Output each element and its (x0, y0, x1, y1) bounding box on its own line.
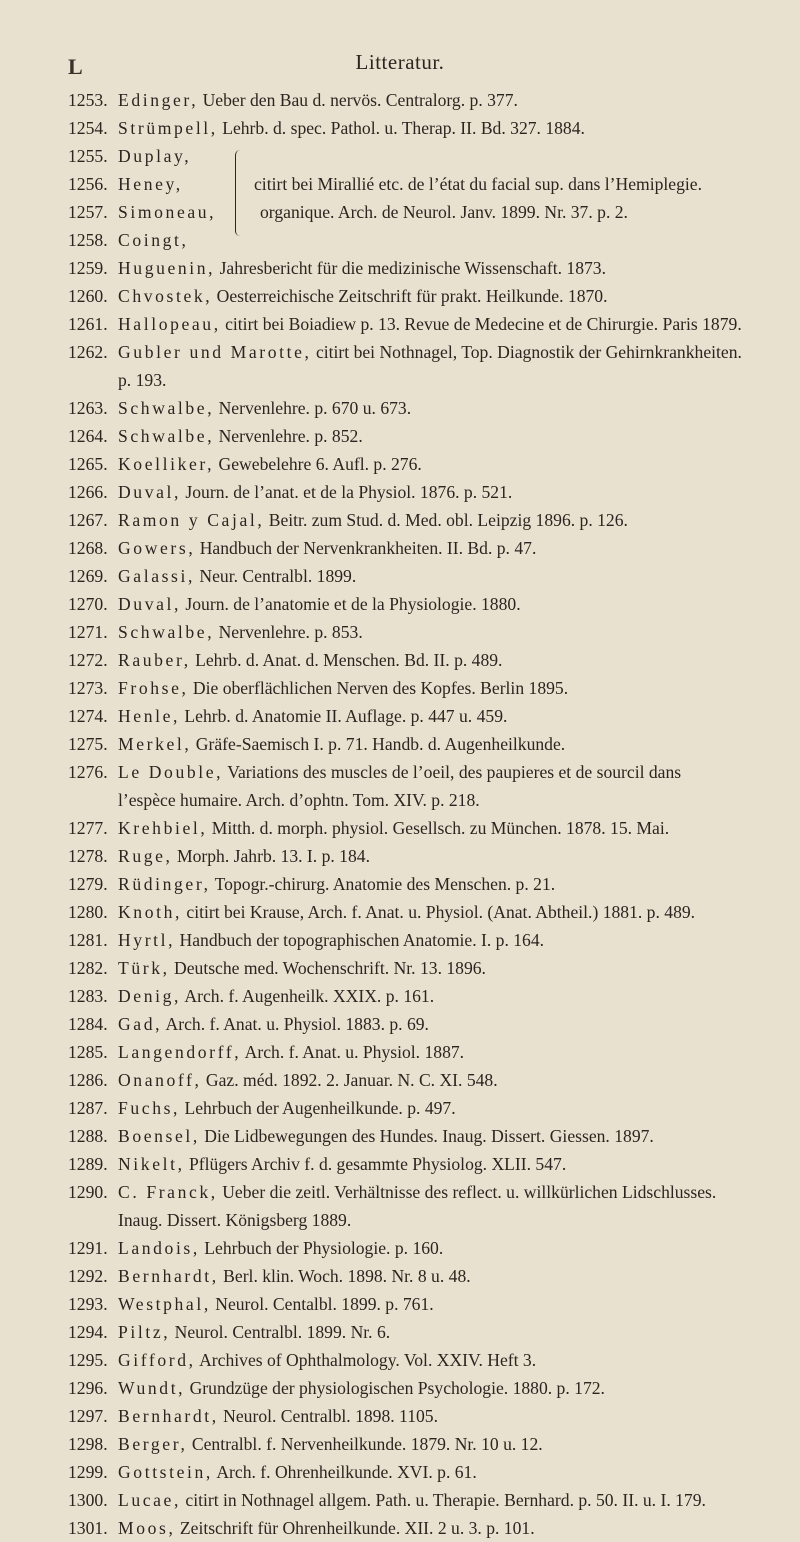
entry-number: 1287. (68, 1098, 108, 1118)
entry-number: 1271. (68, 622, 108, 642)
entry-reference: Neur. Centralbl. 1899. (195, 566, 357, 586)
entry-text (118, 1122, 800, 1150)
entry-author: Denig, (118, 986, 181, 1006)
bibliography-entry (0, 1346, 800, 1374)
bibliography-entry (0, 1262, 800, 1290)
entry-text (118, 1514, 800, 1542)
entry-reference: Centralbl. f. Nervenheilkunde. 1879. Nr. 10 u. 12. (187, 1434, 543, 1454)
entry-reference: Neurol. Centalbl. 1899. p. 761. (210, 1294, 434, 1314)
entry-reference: Arch. f. Ohrenheilkunde. XVI. p. 61. (212, 1462, 477, 1482)
bibliography-entry (0, 926, 800, 954)
entry-reference: citirt bei Nothnagel, Top. Diagnostik der Gehirnkrankheiten. (311, 342, 742, 362)
bibliography-entry (0, 786, 800, 814)
entry-author: Coingt, (118, 230, 189, 250)
entry-text (118, 1458, 800, 1486)
entry-number: 1259. (68, 258, 108, 278)
bibliography-entry (0, 1374, 800, 1402)
entry-author: Schwalbe, (118, 426, 215, 446)
entry-author: Gowers, (118, 538, 196, 558)
entry-text (118, 114, 800, 142)
entry-number: 1289. (68, 1154, 108, 1174)
bibliography-entry (0, 226, 240, 254)
entry-text (118, 1318, 800, 1346)
bibliography-entry (0, 1458, 800, 1486)
entry-text (118, 898, 800, 926)
entry-reference: Morph. Jahrb. 13. I. p. 184. (172, 846, 370, 866)
entry-reference: Lehrb. d. Anatomie II. Auflage. p. 447 u. 459. (180, 706, 508, 726)
bibliography-entry (0, 758, 800, 786)
entry-text (118, 646, 800, 674)
entry-number: 1257. (68, 202, 108, 222)
entry-number (0, 366, 118, 394)
entry-author: Schwalbe, (118, 622, 215, 642)
entry-number (0, 1206, 118, 1234)
entry-author: Lucae, (118, 1490, 181, 1510)
entry-author: Westphal, (118, 1294, 211, 1314)
entry-author: Fuchs, (118, 1098, 181, 1118)
entry-author: Gubler und Marotte, (118, 342, 312, 362)
bibliography-entry (0, 870, 800, 898)
entry-number: 1276. (68, 762, 108, 782)
entry-reference: Handbuch der topographischen Anatomie. I. p. 164. (175, 930, 545, 950)
entry-author: Frohse, (118, 678, 189, 698)
entry-number: 1265. (68, 454, 108, 474)
entry-author: Koelliker, (118, 454, 215, 474)
bibliography-entry (0, 142, 240, 170)
entry-text (118, 450, 800, 478)
running-head: Litteratur. (355, 50, 445, 74)
entry-number: 1284. (68, 1014, 108, 1034)
entry-author: Wundt, (118, 1378, 186, 1398)
entry-reference: Beitr. zum Stud. d. Med. obl. Leipzig 1896. p. 126. (264, 510, 628, 530)
entry-number: 1291. (68, 1238, 108, 1258)
group-ref-line1: citirt bei Mirallié etc. de l’état du facial sup. dans l’Hemiplegie. (254, 174, 702, 194)
entry-number: 1255. (68, 146, 108, 166)
bibliography-entry (0, 1206, 800, 1234)
entry-number: 1298. (68, 1434, 108, 1454)
entry-author: Schwalbe, (118, 398, 215, 418)
entry-reference: Ueber den Bau d. nervös. Centralorg. p. 377. (198, 90, 518, 110)
entry-author: Rauber, (118, 650, 191, 670)
entry-number: 1301. (68, 1518, 108, 1538)
entry-author: Le Double, (118, 762, 224, 782)
entry-text (118, 1402, 800, 1430)
bibliography-entry (0, 562, 800, 590)
entry-reference: Topogr.-chirurg. Anatomie des Menschen. p. 21. (210, 874, 556, 894)
entry-number: 1273. (68, 678, 108, 698)
bibliography-entry (0, 954, 800, 982)
entry-author: Gottstein, (118, 1462, 213, 1482)
page-signature-letter: L (68, 54, 83, 79)
entry-text (118, 954, 800, 982)
entry-text (118, 786, 800, 814)
entry-text (118, 674, 800, 702)
entry-reference: Lehrbuch der Physiologie. p. 160. (199, 1238, 444, 1258)
entry-author: Duval, (118, 482, 181, 502)
entry-text (118, 338, 800, 366)
entry-author: Bernhardt, (118, 1266, 219, 1286)
entry-author: Krehbiel, (118, 818, 208, 838)
entry-text (118, 590, 800, 618)
entry-author: Bernhardt, (118, 1406, 219, 1426)
entry-reference: Grundzüge der physiologischen Psychologie. 1880. p. 172. (185, 1378, 605, 1398)
entry-text (118, 702, 800, 730)
entry-reference: Journ. de l’anat. et de la Physiol. 1876. p. 521. (181, 482, 513, 502)
entry-number: 1254. (68, 118, 108, 138)
entry-number: 1292. (68, 1266, 108, 1286)
entry-author: Moos, (118, 1518, 176, 1538)
entry-text (118, 814, 800, 842)
entry-text (118, 1430, 800, 1458)
bibliography-entry (0, 1066, 800, 1094)
entry-author: C. Franck, (118, 1182, 218, 1202)
entries-after (0, 254, 800, 1542)
entry-text (118, 870, 800, 898)
bibliography-entry (0, 1430, 800, 1458)
entry-author: Onanoff, (118, 1070, 202, 1090)
entry-text (118, 758, 800, 786)
entry-reference: Ueber die zeitl. Verhältnisse des reflect. u. willkürlichen Lidschlusses. (217, 1182, 717, 1202)
entry-reference: Die Lidbewegungen des Hundes. Inaug. Dissert. Giessen. 1897. (199, 1126, 654, 1146)
entry-text (118, 394, 800, 422)
bibliography-entry (0, 310, 800, 338)
entry-text (118, 534, 800, 562)
entry-reference: Nervenlehre. p. 853. (214, 622, 363, 642)
entry-text (118, 1374, 800, 1402)
entry-author: Gad, (118, 1014, 163, 1034)
entry-text (118, 926, 800, 954)
entry-number: 1285. (68, 1042, 108, 1062)
entry-number: 1280. (68, 902, 108, 922)
entry-number: 1268. (68, 538, 108, 558)
bibliography-entry (0, 338, 800, 366)
bibliography-entry (0, 674, 800, 702)
entry-number: 1266. (68, 482, 108, 502)
entry-author: Rüdinger, (118, 874, 211, 894)
group-names (0, 142, 240, 254)
entry-reference: l’espèce humaire. Arch. d’ophtn. Tom. XIV. p. 218. (118, 790, 480, 810)
entry-reference: Lehrbuch der Augenheilkunde. p. 497. (180, 1098, 456, 1118)
bibliography-entry (0, 534, 800, 562)
entry-reference: Nervenlehre. p. 852. (214, 426, 363, 446)
entry-reference: Gewebelehre 6. Aufl. p. 276. (214, 454, 422, 474)
entry-author: Nikelt, (118, 1154, 185, 1174)
entry-number: 1253. (68, 90, 108, 110)
entry-number: 1286. (68, 1070, 108, 1090)
bibliography-entry (0, 646, 800, 674)
entry-reference: Lehrb. d. Anat. d. Menschen. Bd. II. p. 489. (190, 650, 503, 670)
bibliography-entry (0, 114, 800, 142)
entry-text (118, 1206, 800, 1234)
bibliography-entry (0, 422, 800, 450)
entry-author: Henle, (118, 706, 181, 726)
entry-number: 1263. (68, 398, 108, 418)
entry-author: Piltz, (118, 1322, 171, 1342)
bibliography-entry (0, 1122, 800, 1150)
entry-number (0, 786, 118, 814)
entry-number: 1264. (68, 426, 108, 446)
entry-number: 1288. (68, 1126, 108, 1146)
entry-author: Galassi, (118, 566, 195, 586)
entry-author: Ruge, (118, 846, 173, 866)
bibliography-entry (0, 842, 800, 870)
bibliography-entry (0, 366, 800, 394)
entry-author: Langendorff, (118, 1042, 242, 1062)
entry-author: Türk, (118, 958, 170, 978)
entry-text (118, 842, 800, 870)
citation-group (0, 142, 800, 254)
group-reference (254, 170, 702, 226)
entry-text (118, 618, 800, 646)
entry-reference: citirt bei Krause, Arch. f. Anat. u. Physiol. (Anat. Abtheil.) 1881. p. 489. (181, 902, 696, 922)
bibliography-entry (0, 198, 240, 226)
bibliography-entry (0, 282, 800, 310)
group-ref-line2: organique. Arch. de Neurol. Janv. 1899. Nr. 37. p. 2. (260, 202, 628, 222)
entry-text (118, 1234, 800, 1262)
entry-number: 1299. (68, 1462, 108, 1482)
entry-text (118, 1486, 800, 1514)
entry-number: 1256. (68, 174, 108, 194)
entry-reference: Zeitschrift für Ohrenheilkunde. XII. 2 u. 3. p. 101. (175, 1518, 535, 1538)
entry-number: 1269. (68, 566, 108, 586)
entry-number: 1275. (68, 734, 108, 754)
bibliography-entry (0, 1094, 800, 1122)
entry-reference: Neurol. Centralbl. 1899. Nr. 6. (170, 1322, 391, 1342)
bibliography-entry (0, 982, 800, 1010)
entry-number: 1267. (68, 510, 108, 530)
bibliography-entry (0, 450, 800, 478)
entry-author: Landois, (118, 1238, 200, 1258)
entry-number: 1277. (68, 818, 108, 838)
entry-text (118, 1038, 800, 1066)
bibliography-entry (0, 254, 800, 282)
entry-reference: Inaug. Dissert. Königsberg 1889. (118, 1210, 352, 1230)
entry-number: 1297. (68, 1406, 108, 1426)
entry-number: 1279. (68, 874, 108, 894)
entry-number: 1274. (68, 706, 108, 726)
bibliography-entry (0, 1318, 800, 1346)
entry-text (118, 1066, 800, 1094)
bibliography-entry (0, 478, 800, 506)
bibliography-entry (0, 1234, 800, 1262)
entry-number: 1281. (68, 930, 108, 950)
entry-reference: Arch. f. Augenheilk. XXIX. p. 161. (181, 986, 435, 1006)
entry-reference: Mitth. d. morph. physiol. Gesellsch. zu München. 1878. 15. Mai. (207, 818, 670, 838)
entry-text (118, 366, 800, 394)
entry-reference: Jahresbericht für die medizinische Wissenschaft. 1873. (215, 258, 606, 278)
entry-reference: Gaz. méd. 1892. 2. Januar. N. C. XI. 548. (201, 1070, 498, 1090)
entry-number: 1293. (68, 1294, 108, 1314)
bibliography-entry (0, 86, 800, 114)
entry-reference: p. 193. (118, 370, 167, 390)
entry-text (118, 1346, 800, 1374)
entry-number: 1261. (68, 314, 108, 334)
entry-text (118, 422, 800, 450)
entry-number: 1270. (68, 594, 108, 614)
entry-author: Gifford, (118, 1350, 196, 1370)
bibliography-entry (0, 1514, 800, 1542)
entry-text (118, 478, 800, 506)
entry-reference: Oesterreichische Zeitschrift für prakt. Heilkunde. 1870. (212, 286, 608, 306)
entry-author: Ramon y Cajal, (118, 510, 265, 530)
bibliography-entry (0, 814, 800, 842)
entry-reference: Handbuch der Nervenkrankheiten. II. Bd. p. 47. (195, 538, 537, 558)
entry-text (118, 506, 800, 534)
bibliography-entry (0, 702, 800, 730)
entry-author: Simoneau, (118, 202, 217, 222)
bibliography-entry (0, 1178, 800, 1206)
entry-text (118, 310, 800, 338)
entry-reference: Journ. de l’anatomie et de la Physiologie. 1880. (181, 594, 521, 614)
entry-author: Merkel, (118, 734, 192, 754)
bibliography-entry (0, 394, 800, 422)
entry-author: Chvostek, (118, 286, 213, 306)
entry-reference: Variations des muscles de l’oeil, des paupieres et de sourcil dans (223, 762, 682, 782)
entry-number: 1295. (68, 1350, 108, 1370)
entry-author: Berger, (118, 1434, 188, 1454)
entry-reference: Gräfe-Saemisch I. p. 71. Handb. d. Augenheilkunde. (191, 734, 566, 754)
entry-reference: Deutsche med. Wochenschrift. Nr. 13. 1896. (169, 958, 486, 978)
entry-author: Hallopeau, (118, 314, 221, 334)
entry-author: Huguenin, (118, 258, 216, 278)
entry-reference: citirt bei Boiadiew p. 13. Revue de Medecine et de Chirurgie. Paris 1879. (220, 314, 742, 334)
bibliography-entry (0, 170, 240, 198)
entry-text (118, 282, 800, 310)
entry-text (118, 1262, 800, 1290)
bibliography-entry (0, 506, 800, 534)
brace (235, 150, 242, 236)
entry-reference: Archives of Ophthalmology. Vol. XXIV. Heft 3. (195, 1350, 537, 1370)
bibliography-entry (0, 1038, 800, 1066)
entry-author: Knoth, (118, 902, 182, 922)
entry-text (118, 1094, 800, 1122)
entry-text (118, 86, 800, 114)
bibliography-list (0, 86, 800, 1542)
bibliography-entry (0, 1486, 800, 1514)
entry-number: 1260. (68, 286, 108, 306)
entry-text (118, 562, 800, 590)
entry-text (118, 1178, 800, 1206)
bibliography-entry (0, 730, 800, 758)
entry-reference: Arch. f. Anat. u. Physiol. 1883. p. 69. (162, 1014, 429, 1034)
bibliography-entry (0, 1150, 800, 1178)
entry-number: 1282. (68, 958, 108, 978)
entry-text (118, 982, 800, 1010)
entry-number: 1262. (68, 342, 108, 362)
entry-number: 1283. (68, 986, 108, 1006)
entry-text (118, 254, 800, 282)
entry-text (118, 1150, 800, 1178)
entry-number: 1296. (68, 1378, 108, 1398)
bibliography-entry (0, 590, 800, 618)
entry-reference: Berl. klin. Woch. 1898. Nr. 8 u. 48. (218, 1266, 471, 1286)
entry-reference: Neurol. Centralbl. 1898. 1105. (218, 1406, 438, 1426)
entry-author: Duplay, (118, 146, 192, 166)
entry-reference: citirt in Nothnagel allgem. Path. u. Therapie. Bernhard. p. 50. II. u. I. 179. (180, 1490, 706, 1510)
entry-text (118, 730, 800, 758)
bibliography-entry (0, 898, 800, 926)
entry-reference: Lehrb. d. spec. Pathol. u. Therap. II. Bd. 327. 1884. (217, 118, 585, 138)
entry-reference: Pflügers Archiv f. d. gesammte Physiolog. XLII. 547. (184, 1154, 567, 1174)
entry-author: Hyrtl, (118, 930, 176, 950)
entry-author: Edinger, (118, 90, 199, 110)
entry-text (118, 1010, 800, 1038)
entry-number: 1290. (68, 1182, 108, 1202)
entry-number: 1300. (68, 1490, 108, 1510)
entry-reference: Die oberflächlichen Nerven des Kopfes. Berlin 1895. (188, 678, 569, 698)
entry-number: 1294. (68, 1322, 108, 1342)
entry-author: Strümpell, (118, 118, 218, 138)
entry-number: 1278. (68, 846, 108, 866)
entry-reference: Nervenlehre. p. 670 u. 673. (214, 398, 412, 418)
entry-number: 1258. (68, 230, 108, 250)
entry-number: 1272. (68, 650, 108, 670)
bibliography-entry (0, 618, 800, 646)
bibliography-entry (0, 1010, 800, 1038)
entry-reference: Arch. f. Anat. u. Physiol. 1887. (241, 1042, 465, 1062)
entry-author: Boensel, (118, 1126, 200, 1146)
entries-before (0, 86, 800, 142)
entry-author: Heney, (118, 174, 183, 194)
bibliography-entry (0, 1402, 800, 1430)
entry-author: Duval, (118, 594, 181, 614)
